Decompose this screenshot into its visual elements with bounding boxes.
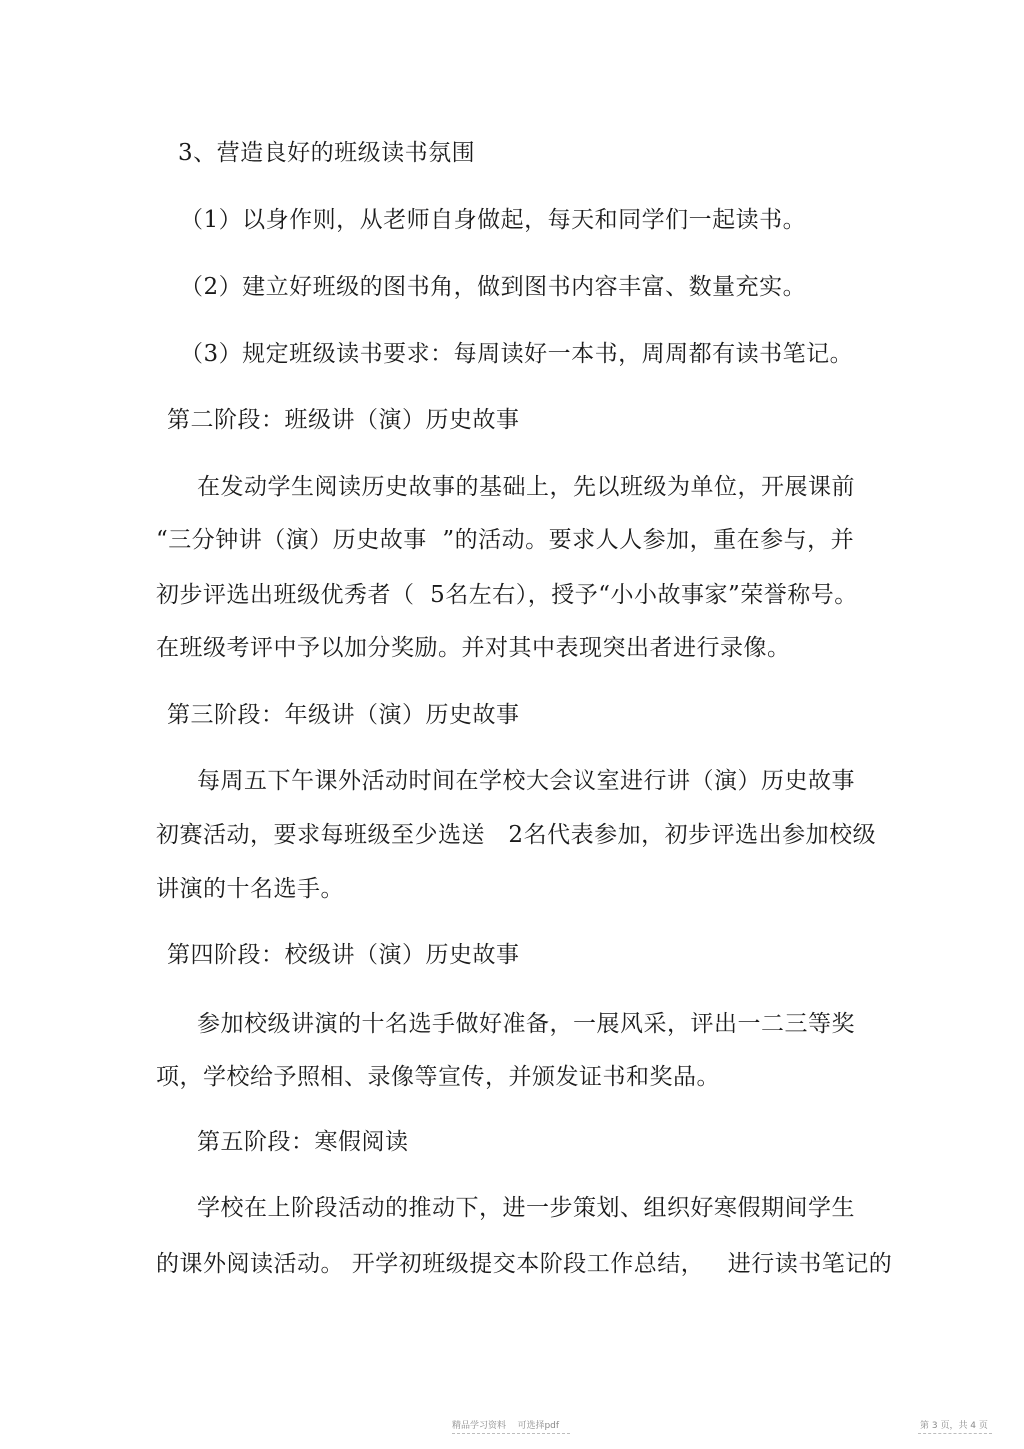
list-item-1: （1）以身作则，从老师自身做起，每天和同学们一起读书。 bbox=[180, 207, 807, 233]
paragraph-line: 初赛活动，要求每班级至少选送 2名代表参加，初步评选出参加校级 bbox=[156, 822, 877, 848]
stage-heading-5: 第五阶段：寒假阅读 bbox=[197, 1129, 409, 1155]
paragraph-line: 的课外阅读活动。 开学初班级提交本阶段工作总结， 进行读书笔记的 bbox=[156, 1251, 893, 1277]
stage-heading-4: 第四阶段：校级讲（演）历史故事 bbox=[167, 942, 520, 968]
footer-left-text: 精品学习资料 可选择pdf bbox=[452, 1421, 560, 1431]
paragraph-line: 每周五下午课外活动时间在学校大会议室进行讲（演）历史故事 bbox=[197, 768, 855, 794]
paragraph-line: 在发动学生阅读历史故事的基础上，先以班级为单位，开展课前 bbox=[197, 474, 855, 500]
footer-left-rule bbox=[452, 1433, 570, 1434]
paragraph-line: 讲演的十名选手。 bbox=[156, 876, 344, 902]
paragraph-line: “三分钟讲（演）历史故事 ”的活动。要求人人参加，重在参与，并 bbox=[156, 527, 855, 553]
footer-right-rule bbox=[918, 1433, 992, 1434]
list-item-2: （2）建立好班级的图书角，做到图书内容丰富、数量充实。 bbox=[180, 274, 807, 300]
paragraph-line: 学校在上阶段活动的推动下，进一步策划、组织好寒假期间学生 bbox=[197, 1195, 855, 1221]
paragraph-line: 参加校级讲演的十名选手做好准备，一展风采，评出一二三等奖 bbox=[197, 1011, 855, 1037]
list-item-3: （3）规定班级读书要求：每周读好一本书，周周都有读书笔记。 bbox=[180, 341, 854, 367]
footer-page-number: 第 3 页，共 4 页 bbox=[920, 1421, 988, 1431]
stage-heading-3: 第三阶段：年级讲（演）历史故事 bbox=[167, 702, 520, 728]
stage-heading-2: 第二阶段：班级讲（演）历史故事 bbox=[167, 407, 520, 433]
paragraph-line: 项，学校给予照相、录像等宣传，并颁发证书和奖品。 bbox=[156, 1064, 720, 1090]
paragraph-line: 在班级考评中予以加分奖励。并对其中表现突出者进行录像。 bbox=[156, 635, 791, 661]
section-heading-reading-atmosphere: 3、营造良好的班级读书氛围 bbox=[178, 140, 476, 166]
paragraph-line: 初步评选出班级优秀者（ 5名左右），授予“小小故事家”荣誉称号。 bbox=[156, 582, 858, 608]
